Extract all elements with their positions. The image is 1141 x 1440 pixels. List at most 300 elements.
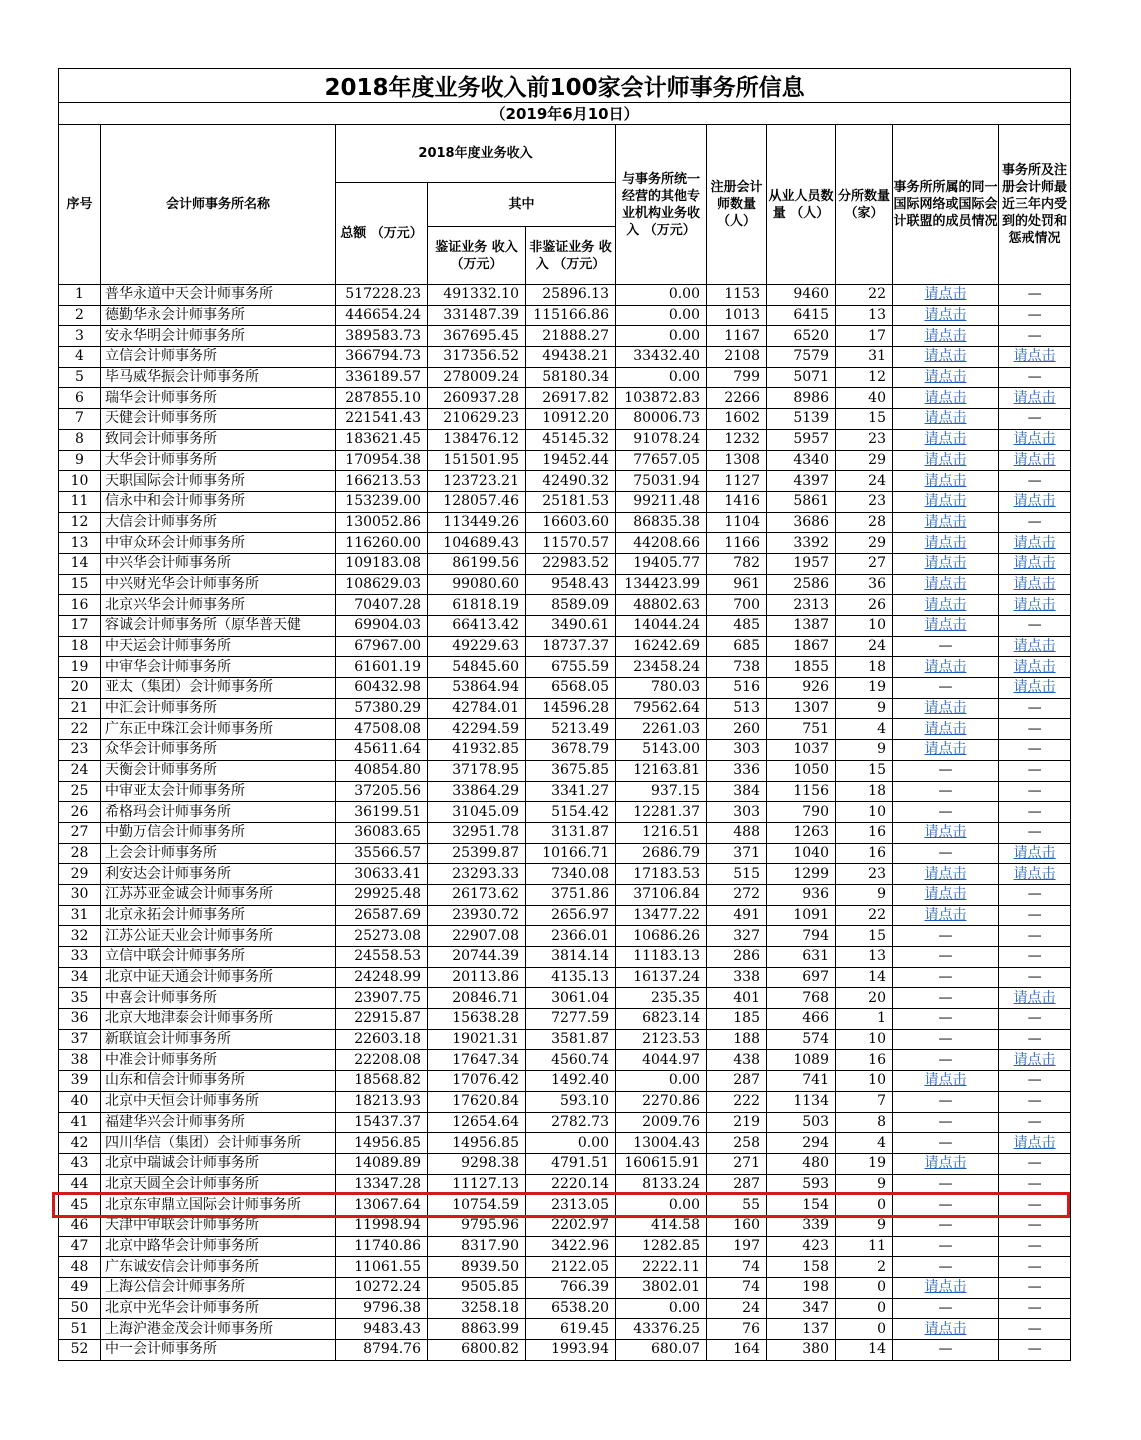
total-revenue-cell: 8794.76: [336, 1340, 428, 1361]
row-number-cell: 31: [59, 905, 101, 926]
penalty-link[interactable]: 请点击: [999, 533, 1071, 554]
total-revenue-cell: 517228.23: [336, 285, 428, 306]
dash-cell: —: [999, 1215, 1071, 1236]
cpa-count-cell: 516: [707, 678, 767, 699]
network-link[interactable]: 请点击: [893, 740, 999, 761]
row-number-cell: 15: [59, 574, 101, 595]
audit-revenue-cell: 12654.64: [428, 1112, 526, 1133]
penalty-link[interactable]: 请点击: [999, 553, 1071, 574]
row-number-cell: 41: [59, 1112, 101, 1133]
total-revenue-cell: 47508.08: [336, 719, 428, 740]
penalty-link[interactable]: 请点击: [999, 429, 1071, 450]
dash-cell: —: [893, 1298, 999, 1319]
cpa-count-cell: 685: [707, 636, 767, 657]
related-revenue-cell: 0.00: [616, 305, 707, 326]
cpa-count-cell: 1232: [707, 429, 767, 450]
firm-name-cell: 瑞华会计师事务所: [101, 388, 336, 409]
firm-name-cell: 中审众环会计师事务所: [101, 533, 336, 554]
firm-name-cell: 天津中审联会计师事务所: [101, 1215, 336, 1236]
network-link[interactable]: 请点击: [893, 347, 999, 368]
row-number-cell: 39: [59, 1071, 101, 1092]
firm-name-cell: 福建华兴会计师事务所: [101, 1112, 336, 1133]
audit-revenue-cell: 11127.13: [428, 1174, 526, 1195]
staff-count-cell: 1307: [767, 698, 836, 719]
branch-count-cell: 26: [836, 595, 893, 616]
firm-name-cell: 中勤万信会计师事务所: [101, 822, 336, 843]
cpa-count-cell: 338: [707, 967, 767, 988]
dash-cell: —: [999, 905, 1071, 926]
firm-name-cell: 中汇会计师事务所: [101, 698, 336, 719]
network-link[interactable]: 请点击: [893, 1319, 999, 1340]
firm-name-cell: 上海沪港金茂会计师事务所: [101, 1319, 336, 1340]
staff-count-cell: 8986: [767, 388, 836, 409]
row-number-cell: 33: [59, 947, 101, 968]
penalty-link[interactable]: 请点击: [999, 347, 1071, 368]
table-row: [59, 450, 1071, 471]
branch-count-cell: 19: [836, 1153, 893, 1174]
audit-revenue-cell: 31045.09: [428, 802, 526, 823]
audit-revenue-cell: 9795.96: [428, 1215, 526, 1236]
firm-name-cell: 致同会计师事务所: [101, 429, 336, 450]
staff-count-cell: 339: [767, 1215, 836, 1236]
firm-name-cell: 普华永道中天会计师事务所: [101, 285, 336, 306]
audit-revenue-cell: 61818.19: [428, 595, 526, 616]
non-audit-revenue-cell: 14596.28: [526, 698, 616, 719]
table-row: [59, 1071, 1071, 1092]
penalty-link[interactable]: 请点击: [999, 843, 1071, 864]
staff-count-cell: 1089: [767, 1050, 836, 1071]
related-revenue-cell: 43376.25: [616, 1319, 707, 1340]
dash-cell: —: [893, 1195, 999, 1216]
audit-revenue-cell: 41932.85: [428, 740, 526, 761]
dash-cell: —: [893, 1236, 999, 1257]
network-link[interactable]: 请点击: [893, 905, 999, 926]
penalty-link[interactable]: 请点击: [999, 595, 1071, 616]
table-row: [59, 884, 1071, 905]
network-link[interactable]: 请点击: [893, 285, 999, 306]
total-revenue-cell: 13067.64: [336, 1195, 428, 1216]
firm-name-cell: 毕马威华振会计师事务所: [101, 367, 336, 388]
cpa-count-cell: 286: [707, 947, 767, 968]
dash-cell: —: [999, 1319, 1071, 1340]
branch-count-cell: 9: [836, 740, 893, 761]
network-link[interactable]: 请点击: [893, 553, 999, 574]
cpa-count-cell: 401: [707, 988, 767, 1009]
header-network-membership: 事务所所属的同一国际网络或国际会计联盟的成员情况: [893, 125, 999, 285]
dash-cell: —: [999, 698, 1071, 719]
table-row: [59, 1340, 1071, 1361]
audit-revenue-cell: 8317.90: [428, 1236, 526, 1257]
table-row: [59, 802, 1071, 823]
network-link[interactable]: 请点击: [893, 326, 999, 347]
table-row: [59, 843, 1071, 864]
related-revenue-cell: 235.35: [616, 988, 707, 1009]
non-audit-revenue-cell: 3490.61: [526, 616, 616, 637]
cpa-count-cell: 485: [707, 616, 767, 637]
table-row: [59, 760, 1071, 781]
non-audit-revenue-cell: 2202.97: [526, 1215, 616, 1236]
staff-count-cell: 1091: [767, 905, 836, 926]
cpa-count-cell: 961: [707, 574, 767, 595]
audit-revenue-cell: 53864.94: [428, 678, 526, 699]
table-row: [59, 388, 1071, 409]
staff-count-cell: 1134: [767, 1091, 836, 1112]
audit-revenue-cell: 17647.34: [428, 1050, 526, 1071]
penalty-link[interactable]: 请点击: [999, 491, 1071, 512]
table-row: [59, 1215, 1071, 1236]
related-revenue-cell: 12163.81: [616, 760, 707, 781]
dash-cell: —: [893, 678, 999, 699]
staff-count-cell: 158: [767, 1257, 836, 1278]
network-link[interactable]: 请点击: [893, 512, 999, 533]
total-revenue-cell: 69904.03: [336, 616, 428, 637]
dash-cell: —: [999, 409, 1071, 430]
row-number-cell: 16: [59, 595, 101, 616]
branch-count-cell: 24: [836, 471, 893, 492]
table-row: [59, 491, 1071, 512]
dash-cell: —: [999, 1029, 1071, 1050]
staff-count-cell: 4397: [767, 471, 836, 492]
non-audit-revenue-cell: 0.00: [526, 1133, 616, 1154]
related-revenue-cell: 1282.85: [616, 1236, 707, 1257]
firm-name-cell: 大华会计师事务所: [101, 450, 336, 471]
table-row: [59, 1050, 1071, 1071]
related-revenue-cell: 10686.26: [616, 926, 707, 947]
staff-count-cell: 936: [767, 884, 836, 905]
network-link[interactable]: 请点击: [893, 595, 999, 616]
total-revenue-cell: 14089.89: [336, 1153, 428, 1174]
total-revenue-cell: 14956.85: [336, 1133, 428, 1154]
staff-count-cell: 1040: [767, 843, 836, 864]
dash-cell: —: [999, 760, 1071, 781]
non-audit-revenue-cell: 5154.42: [526, 802, 616, 823]
audit-revenue-cell: 22907.08: [428, 926, 526, 947]
firm-name-cell: 上海公信会计师事务所: [101, 1278, 336, 1299]
penalty-link[interactable]: 请点击: [999, 1050, 1071, 1071]
table-row: [59, 1153, 1071, 1174]
non-audit-revenue-cell: 2366.01: [526, 926, 616, 947]
cpa-count-cell: 272: [707, 884, 767, 905]
table-row: [59, 367, 1071, 388]
row-number-cell: 30: [59, 884, 101, 905]
branch-count-cell: 19: [836, 678, 893, 699]
cpa-count-cell: 1308: [707, 450, 767, 471]
dash-cell: —: [999, 740, 1071, 761]
dash-cell: —: [893, 1050, 999, 1071]
branch-count-cell: 13: [836, 305, 893, 326]
audit-revenue-cell: 8863.99: [428, 1319, 526, 1340]
audit-revenue-cell: 151501.95: [428, 450, 526, 471]
branch-count-cell: 29: [836, 450, 893, 471]
staff-count-cell: 137: [767, 1319, 836, 1340]
table-row: [59, 905, 1071, 926]
staff-count-cell: 3686: [767, 512, 836, 533]
cpa-count-cell: 164: [707, 1340, 767, 1361]
row-number-cell: 8: [59, 429, 101, 450]
network-link[interactable]: 请点击: [893, 1278, 999, 1299]
penalty-link[interactable]: 请点击: [999, 388, 1071, 409]
related-revenue-cell: 33432.40: [616, 347, 707, 368]
non-audit-revenue-cell: 2122.05: [526, 1257, 616, 1278]
total-revenue-cell: 36083.65: [336, 822, 428, 843]
audit-revenue-cell: 20846.71: [428, 988, 526, 1009]
dash-cell: —: [893, 1215, 999, 1236]
total-revenue-cell: 57380.29: [336, 698, 428, 719]
row-number-cell: 18: [59, 636, 101, 657]
dash-cell: —: [999, 326, 1071, 347]
related-revenue-cell: 86835.38: [616, 512, 707, 533]
firm-name-cell: 中天运会计师事务所: [101, 636, 336, 657]
network-link[interactable]: 请点击: [893, 1071, 999, 1092]
network-link[interactable]: 请点击: [893, 367, 999, 388]
branch-count-cell: 0: [836, 1278, 893, 1299]
total-revenue-cell: 40854.80: [336, 760, 428, 781]
table-row: [59, 595, 1071, 616]
dash-cell: —: [893, 802, 999, 823]
network-link[interactable]: 请点击: [893, 491, 999, 512]
network-link[interactable]: 请点击: [893, 698, 999, 719]
penalty-link[interactable]: 请点击: [999, 657, 1071, 678]
non-audit-revenue-cell: 18737.37: [526, 636, 616, 657]
staff-count-cell: 480: [767, 1153, 836, 1174]
non-audit-revenue-cell: 593.10: [526, 1091, 616, 1112]
firm-name-cell: 北京中证天通会计师事务所: [101, 967, 336, 988]
network-link[interactable]: 请点击: [893, 409, 999, 430]
dash-cell: —: [893, 1009, 999, 1030]
cpa-count-cell: 287: [707, 1071, 767, 1092]
firm-name-cell: 江苏苏亚金诚会计师事务所: [101, 884, 336, 905]
penalty-link[interactable]: 请点击: [999, 1133, 1071, 1154]
related-revenue-cell: 680.07: [616, 1340, 707, 1361]
cpa-count-cell: 1416: [707, 491, 767, 512]
related-revenue-cell: 37106.84: [616, 884, 707, 905]
network-link[interactable]: 请点击: [893, 471, 999, 492]
header-cpa-count: 注册会计师数量 （人）: [707, 125, 767, 285]
network-link[interactable]: 请点击: [893, 719, 999, 740]
cpa-count-cell: 1127: [707, 471, 767, 492]
branch-count-cell: 10: [836, 616, 893, 637]
cpa-count-cell: 438: [707, 1050, 767, 1071]
non-audit-revenue-cell: 2656.97: [526, 905, 616, 926]
cpa-count-cell: 197: [707, 1236, 767, 1257]
table-row: [59, 1133, 1071, 1154]
branch-count-cell: 27: [836, 553, 893, 574]
staff-count-cell: 503: [767, 1112, 836, 1133]
audit-revenue-cell: 99080.60: [428, 574, 526, 595]
row-number-cell: 4: [59, 347, 101, 368]
branch-count-cell: 24: [836, 636, 893, 657]
staff-count-cell: 6520: [767, 326, 836, 347]
table-row: [59, 678, 1071, 699]
firm-name-cell: 广东正中珠江会计师事务所: [101, 719, 336, 740]
cpa-count-cell: 258: [707, 1133, 767, 1154]
page-title: 2018年度业务收入前100家会计师事务所信息: [59, 69, 1071, 103]
staff-count-cell: 751: [767, 719, 836, 740]
non-audit-revenue-cell: 7277.59: [526, 1009, 616, 1030]
penalty-link[interactable]: 请点击: [999, 636, 1071, 657]
dash-cell: —: [893, 636, 999, 657]
cpa-count-cell: 1167: [707, 326, 767, 347]
table-row: [59, 740, 1071, 761]
cpa-count-cell: 1104: [707, 512, 767, 533]
audit-revenue-cell: 17620.84: [428, 1091, 526, 1112]
network-link[interactable]: 请点击: [893, 305, 999, 326]
table-row: [59, 429, 1071, 450]
table-row: [59, 926, 1071, 947]
penalty-link[interactable]: 请点击: [999, 450, 1071, 471]
non-audit-revenue-cell: 45145.32: [526, 429, 616, 450]
dash-cell: —: [999, 967, 1071, 988]
dash-cell: —: [893, 967, 999, 988]
total-revenue-cell: 22915.87: [336, 1009, 428, 1030]
row-number-cell: 36: [59, 1009, 101, 1030]
branch-count-cell: 15: [836, 926, 893, 947]
cpa-count-cell: 1602: [707, 409, 767, 430]
penalty-link[interactable]: 请点击: [999, 988, 1071, 1009]
network-link[interactable]: 请点击: [893, 616, 999, 637]
branch-count-cell: 0: [836, 1298, 893, 1319]
dash-cell: —: [893, 1340, 999, 1361]
total-revenue-cell: 11061.55: [336, 1257, 428, 1278]
row-number-cell: 52: [59, 1340, 101, 1361]
non-audit-revenue-cell: 58180.34: [526, 367, 616, 388]
non-audit-revenue-cell: 10912.20: [526, 409, 616, 430]
non-audit-revenue-cell: 3751.86: [526, 884, 616, 905]
non-audit-revenue-cell: 3422.96: [526, 1236, 616, 1257]
firm-name-cell: 容诚会计师事务所（原华普天健: [101, 616, 336, 637]
table-row: [59, 1257, 1071, 1278]
staff-count-cell: 926: [767, 678, 836, 699]
total-revenue-cell: 13347.28: [336, 1174, 428, 1195]
row-number-cell: 51: [59, 1319, 101, 1340]
header-no: 序号: [59, 125, 101, 285]
non-audit-revenue-cell: 3814.14: [526, 947, 616, 968]
non-audit-revenue-cell: 4135.13: [526, 967, 616, 988]
table-row: [59, 1174, 1071, 1195]
network-link[interactable]: 请点击: [893, 388, 999, 409]
dash-cell: —: [999, 305, 1071, 326]
cpa-count-cell: 700: [707, 595, 767, 616]
audit-revenue-cell: 8939.50: [428, 1257, 526, 1278]
penalty-link[interactable]: 请点击: [999, 574, 1071, 595]
related-revenue-cell: 0.00: [616, 1195, 707, 1216]
penalty-link[interactable]: 请点击: [999, 678, 1071, 699]
staff-count-cell: 6415: [767, 305, 836, 326]
dash-cell: —: [999, 802, 1071, 823]
related-revenue-cell: 134423.99: [616, 574, 707, 595]
total-revenue-cell: 389583.73: [336, 326, 428, 347]
branch-count-cell: 23: [836, 864, 893, 885]
row-number-cell: 34: [59, 967, 101, 988]
cpa-count-cell: 491: [707, 905, 767, 926]
staff-count-cell: 5861: [767, 491, 836, 512]
related-revenue-cell: 3802.01: [616, 1278, 707, 1299]
related-revenue-cell: 13004.43: [616, 1133, 707, 1154]
row-number-cell: 43: [59, 1153, 101, 1174]
related-revenue-cell: 5143.00: [616, 740, 707, 761]
staff-count-cell: 1957: [767, 553, 836, 574]
audit-revenue-cell: 14956.85: [428, 1133, 526, 1154]
network-link[interactable]: 请点击: [893, 533, 999, 554]
related-revenue-cell: 0.00: [616, 285, 707, 306]
audit-revenue-cell: 86199.56: [428, 553, 526, 574]
row-number-cell: 47: [59, 1236, 101, 1257]
network-link[interactable]: 请点击: [893, 657, 999, 678]
penalty-link[interactable]: 请点击: [999, 864, 1071, 885]
branch-count-cell: 14: [836, 967, 893, 988]
total-revenue-cell: 24248.99: [336, 967, 428, 988]
network-link[interactable]: 请点击: [893, 574, 999, 595]
staff-count-cell: 794: [767, 926, 836, 947]
branch-count-cell: 9: [836, 1174, 893, 1195]
network-link[interactable]: 请点击: [893, 864, 999, 885]
audit-revenue-cell: 210629.23: [428, 409, 526, 430]
row-number-cell: 20: [59, 678, 101, 699]
branch-count-cell: 23: [836, 491, 893, 512]
row-number-cell: 7: [59, 409, 101, 430]
table-row: [59, 657, 1071, 678]
branch-count-cell: 12: [836, 367, 893, 388]
network-link[interactable]: 请点击: [893, 1153, 999, 1174]
related-revenue-cell: 2222.11: [616, 1257, 707, 1278]
audit-revenue-cell: 42784.01: [428, 698, 526, 719]
non-audit-revenue-cell: 10166.71: [526, 843, 616, 864]
network-link[interactable]: 请点击: [893, 884, 999, 905]
staff-count-cell: 1867: [767, 636, 836, 657]
total-revenue-cell: 11998.94: [336, 1215, 428, 1236]
non-audit-revenue-cell: 3061.04: [526, 988, 616, 1009]
dash-cell: —: [893, 1091, 999, 1112]
firm-name-cell: 大信会计师事务所: [101, 512, 336, 533]
related-revenue-cell: 44208.66: [616, 533, 707, 554]
cpa-count-cell: 1166: [707, 533, 767, 554]
audit-revenue-cell: 128057.46: [428, 491, 526, 512]
network-link[interactable]: 请点击: [893, 429, 999, 450]
staff-count-cell: 347: [767, 1298, 836, 1319]
firm-name-cell: 希格玛会计师事务所: [101, 802, 336, 823]
network-link[interactable]: 请点击: [893, 822, 999, 843]
total-revenue-cell: 60432.98: [336, 678, 428, 699]
table-row: [59, 285, 1071, 306]
related-revenue-cell: 414.58: [616, 1215, 707, 1236]
dash-cell: —: [999, 1195, 1071, 1216]
dash-cell: —: [999, 1278, 1071, 1299]
related-revenue-cell: 103872.83: [616, 388, 707, 409]
table-row: [59, 616, 1071, 637]
firm-name-cell: 北京中路华会计师事务所: [101, 1236, 336, 1257]
row-number-cell: 50: [59, 1298, 101, 1319]
branch-count-cell: 16: [836, 822, 893, 843]
related-revenue-cell: 13477.22: [616, 905, 707, 926]
network-link[interactable]: 请点击: [893, 450, 999, 471]
row-number-cell: 48: [59, 1257, 101, 1278]
related-revenue-cell: 19405.77: [616, 553, 707, 574]
row-number-cell: 12: [59, 512, 101, 533]
cpa-count-cell: 371: [707, 843, 767, 864]
firm-name-cell: 中审华会计师事务所: [101, 657, 336, 678]
header-audit-revenue: 鉴证业务 收入 （万元）: [428, 227, 526, 285]
table-row: [59, 1278, 1071, 1299]
audit-revenue-cell: 66413.42: [428, 616, 526, 637]
audit-revenue-cell: 23293.33: [428, 864, 526, 885]
related-revenue-cell: 16242.69: [616, 636, 707, 657]
non-audit-revenue-cell: 1492.40: [526, 1071, 616, 1092]
cpa-count-cell: 2266: [707, 388, 767, 409]
non-audit-revenue-cell: 3341.27: [526, 781, 616, 802]
branch-count-cell: 29: [836, 533, 893, 554]
dash-cell: —: [999, 285, 1071, 306]
non-audit-revenue-cell: 115166.86: [526, 305, 616, 326]
